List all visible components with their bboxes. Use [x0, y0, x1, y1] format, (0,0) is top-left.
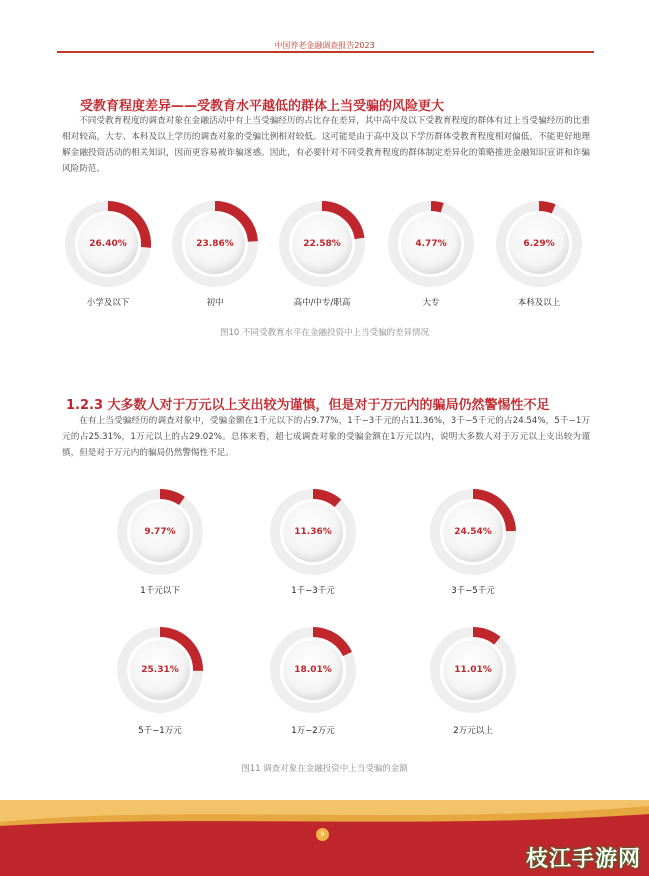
section2-paragraph [62, 413, 590, 461]
data-label: 25.31% [141, 665, 179, 675]
category-label: 1千−3千元 [291, 586, 335, 596]
donut-1 [172, 201, 258, 287]
data-label: 22.58% [303, 239, 341, 249]
header-title: 中国养老金融调查报告2023 [274, 41, 375, 50]
data-label: 11.01% [454, 665, 492, 675]
watermark-logo: 枝江手游网 [525, 847, 641, 872]
section1-paragraph-text: 不同受教育程度的调查对象在金融活动中有上当受骗经历的占比存在差异，其中高中及以下受教育程度的群体有过上当受骗经历的比重相对较高，大专、本科及以上学历的调查对象的受骗比例相对较低。这可能是由于高中及以下学历群体受教育程度相对偏低，不能更好地理解金融投资活动的相关知识，因而更容易被诈骗迷惑。因此，有必要针对不同受教育程度的群体制定差异化的策略推进金融知识宣讲和诈骗风险防范。 [62, 116, 590, 174]
data-label: 6.29% [523, 239, 555, 249]
donut-2 [279, 201, 365, 287]
category-label: 1千元以下 [140, 586, 180, 596]
data-label: 26.40% [89, 239, 127, 249]
donut-4 [496, 201, 582, 287]
category-label: 初中 [206, 298, 224, 308]
data-label: 23.86% [196, 239, 234, 249]
section2-paragraph-text: 在有上当受骗经历的调查对象中，受骗金额在1千元以下的占9.77%，1千−3千元的占11.36%，3千−5千元的占24.54%，5千−1万元的占25.31%，1万元以上的占29.02%。总体来看，超七成调查对象的受骗金额在1万元以内，说明大多数人对于万元以上支出较为谨慎，但是对于万元内的骗局仍然警惕性不足。 [62, 416, 590, 458]
figure11-caption: 图11 调查对象在金融投资中上当受骗的金额 [241, 764, 408, 774]
donut-0 [65, 201, 151, 287]
donut-4 [270, 627, 356, 713]
donut-5 [430, 627, 516, 713]
category-label: 小学及以下 [86, 298, 130, 308]
data-label: 9.77% [144, 527, 176, 537]
data-label: 18.01% [294, 665, 332, 675]
donut-0 [117, 489, 203, 575]
category-label: 5千−1万元 [138, 726, 182, 736]
figure10-caption: 图10 不同受教育水平在金融投资中上当受骗的差异情况 [219, 328, 430, 338]
donut-1 [270, 489, 356, 575]
category-label: 高中/中专/职高 [293, 298, 351, 308]
header-rule [57, 51, 594, 53]
section2-title: 1.2.3 大多数人对于万元以上支出较为谨慎，但是对于万元内的骗局仍然警惕性不足 [66, 398, 550, 413]
section1-paragraph [62, 113, 590, 177]
section1-title: 受教育程度差异——受教育水平越低的群体上当受骗的风险更大 [80, 99, 445, 114]
category-label: 1万−2万元 [291, 726, 335, 736]
data-label: 11.36% [294, 527, 332, 537]
page-number: 9 [316, 828, 329, 841]
donut-2 [430, 489, 516, 575]
data-label: 24.54% [454, 527, 492, 537]
category-label: 大专 [422, 298, 440, 308]
category-label: 3千−5千元 [451, 586, 495, 596]
donut-3 [388, 201, 474, 287]
category-label: 本科及以上 [517, 298, 561, 308]
data-label: 4.77% [415, 239, 447, 249]
category-label: 2万元以上 [453, 726, 493, 736]
donut-3 [117, 627, 203, 713]
